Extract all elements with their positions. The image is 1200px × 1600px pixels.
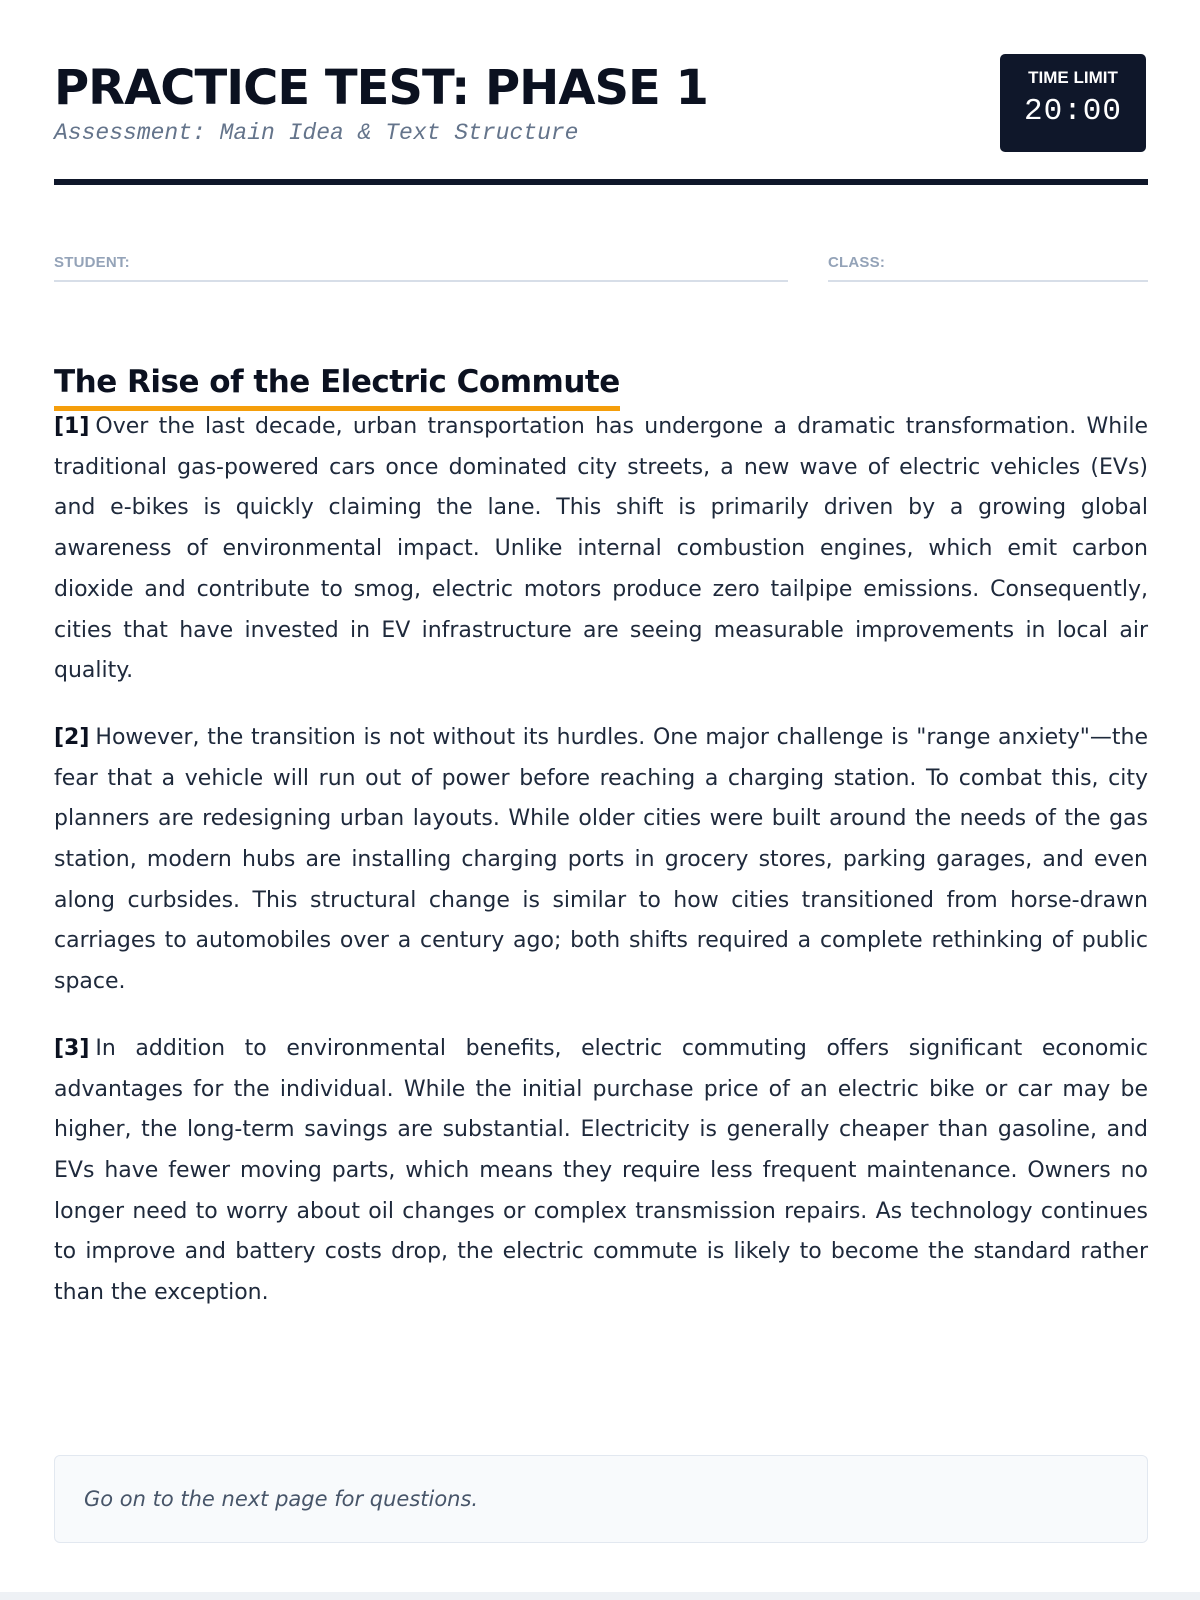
passage-title: The Rise of the Electric Commute <box>54 364 620 411</box>
student-name-field[interactable] <box>54 250 788 282</box>
time-limit-label: TIME LIMIT <box>1028 68 1118 87</box>
paragraph-text: However, the transition is not without its hurdles. One major challenge is "range anxiety"—the fear that a vehicle will run out of power before reaching a charging station. To combat this, city planners are redesigning urban layouts. While older cities were built around the needs of the gas station, modern hubs are installing charging ports in grocery stores, parking garages, and even along curbsides. This structural change is similar to how cities transitioned from horse-drawn carriages to automobiles over a century ago; both shifts required a complete rethinking of public space. <box>54 724 1148 995</box>
paragraph-number: [3] <box>54 1035 90 1061</box>
paragraph-3 <box>54 1029 1148 1314</box>
paragraph-text: In addition to environmental benefits, electric commuting offers significant economic advantages for the individual. While the initial purchase price of an electric bike or car may be higher, the long-term savings are substantial. Electricity is generally cheaper than gasoline, and EVs have fewer moving parts, which means they require less frequent maintenance. Owners no longer need to worry about oil changes or complex transmission repairs. As technology continues to improve and battery costs drop, the electric commute is likely to become the standard rather than the exception. <box>54 1035 1148 1306</box>
paragraph-text: Over the last decade, urban transportation has undergone a dramatic transformation. While traditional gas-powered cars once dominated city streets, a new wave of electric vehicles (EVs) and e-bikes is quickly claiming the lane. This shift is primarily driven by a growing global awareness of environmental impact. Unlike internal combustion engines, which emit carbon dioxide and contribute to smog, electric motors produce zero tailpipe emissions. Consequently, cities that have invested in EV infrastructure are seeing measurable improvements in local air quality. <box>54 414 1148 684</box>
student-label: STUDENT: <box>54 254 130 271</box>
paragraph-number: [1] <box>54 414 90 439</box>
time-limit-value: 20:00 <box>1023 94 1122 129</box>
class-label: CLASS: <box>828 254 886 271</box>
page-bottom-edge <box>0 1592 1200 1600</box>
page-header <box>54 52 1146 186</box>
header-divider <box>54 179 1148 185</box>
passage-body <box>54 407 1148 1340</box>
paragraph-1 <box>54 407 1148 692</box>
class-field[interactable] <box>828 250 1148 282</box>
paragraph-2 <box>54 718 1148 1003</box>
paragraph-number: [2] <box>54 724 90 750</box>
page-subtitle: Assessment: Main Idea & Text Structure <box>54 120 579 146</box>
next-page-notice <box>54 1455 1148 1543</box>
time-limit-badge <box>1000 54 1146 152</box>
page-title: PRACTICE TEST: PHASE 1 <box>54 60 708 116</box>
next-page-note: Go on to the next page for questions. <box>84 1487 479 1511</box>
